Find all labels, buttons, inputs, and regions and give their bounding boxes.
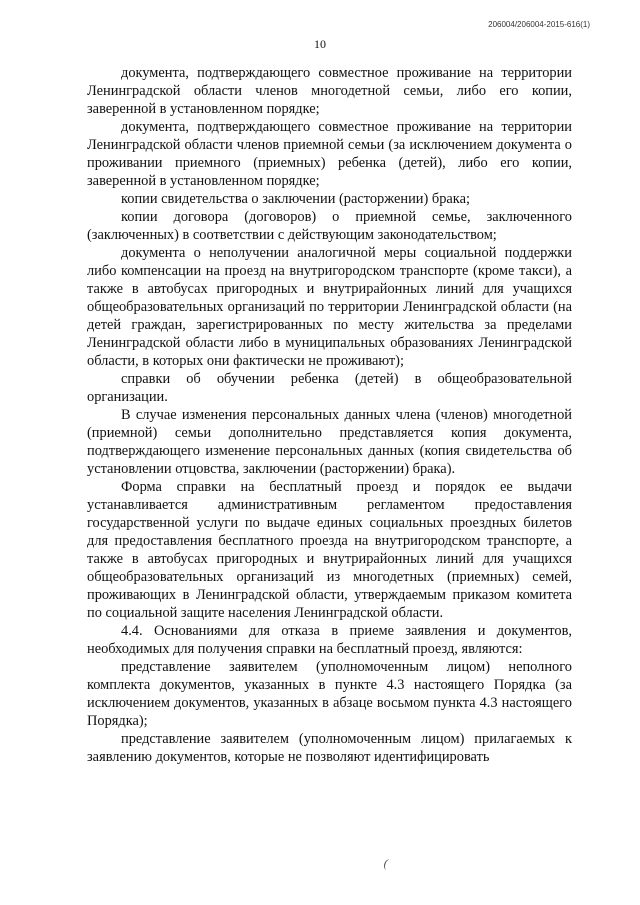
paragraph: В случае изменения персональных данных члена (членов) многодетной (приемной) семьи дополнительно представляется копия документа, подтверждающего изменение персональных данных (копия свидетельства об установлении отцовства, заключении (расторжении) брака). xyxy=(87,407,572,477)
document-body xyxy=(87,64,572,766)
paragraph: справки об обучении ребенка (детей) в общеобразовательной организации. xyxy=(87,371,572,405)
paragraph: документа, подтверждающего совместное проживание на территории Ленинградской области членов приемной семьи (за исключением документа о проживании приемного (приемных) ребенка (детей), либо его копии, заверенной в установленном порядке; xyxy=(87,119,572,189)
paragraph: 4.4. Основаниями для отказа в приеме заявления и документов, необходимых для получения справки на бесплатный проезд, являются: xyxy=(87,623,572,657)
paragraph: представление заявителем (уполномоченным лицом) неполного комплекта документов, указанных в пункте 4.3 настоящего Порядка (за исключением документов, указанных в абзаце восьмом пункта 4.3 настоящего Порядка); xyxy=(87,659,572,729)
paragraph: Форма справки на бесплатный проезд и порядок ее выдачи устанавливается административным регламентом предоставления государственной услуги по выдаче единых социальных проездных билетов для предоставления бесплатного проезда на внутригородском транспорте, а также в автобусах пригородных и внутрирайонных линий для учащихся общеобразовательных организаций из многодетных (приемных) семей, проживающих в Ленинградской области, утверждаемым приказом комитета по социальной защите населения Ленинградской области. xyxy=(87,479,572,621)
paragraph: копии свидетельства о заключении (расторжении) брака; xyxy=(121,191,470,207)
stray-pen-mark: ( xyxy=(382,855,391,871)
document-id: 206004/206004-2015-616(1) xyxy=(488,20,590,29)
paragraph: представление заявителем (уполномоченным лицом) прилагаемых к заявлению документов, которые не позволяют идентифицировать xyxy=(87,731,572,765)
page-number: 10 xyxy=(314,37,326,51)
paragraph: документа о неполучении аналогичной меры социальной поддержки либо компенсации на проезд на внутригородском транспорте (кроме такси), а также в автобусах пригородных и внутрирайонных линий для учащихся общеобразовательных организаций по территории Ленинградской области (на детей граждан, зарегистрированных по месту жительства за пределами Ленинградской области либо в муниципальных образованиях Ленинградской области, в которых они фактически не проживают); xyxy=(87,245,572,369)
paragraph: документа, подтверждающего совместное проживание на территории Ленинградской области членов многодетной семьи, либо его копии, заверенной в установленном порядке; xyxy=(87,65,572,117)
paragraph: копии договора (договоров) о приемной семье, заключенного (заключенных) в соответствии с действующим законодательством; xyxy=(87,209,572,243)
